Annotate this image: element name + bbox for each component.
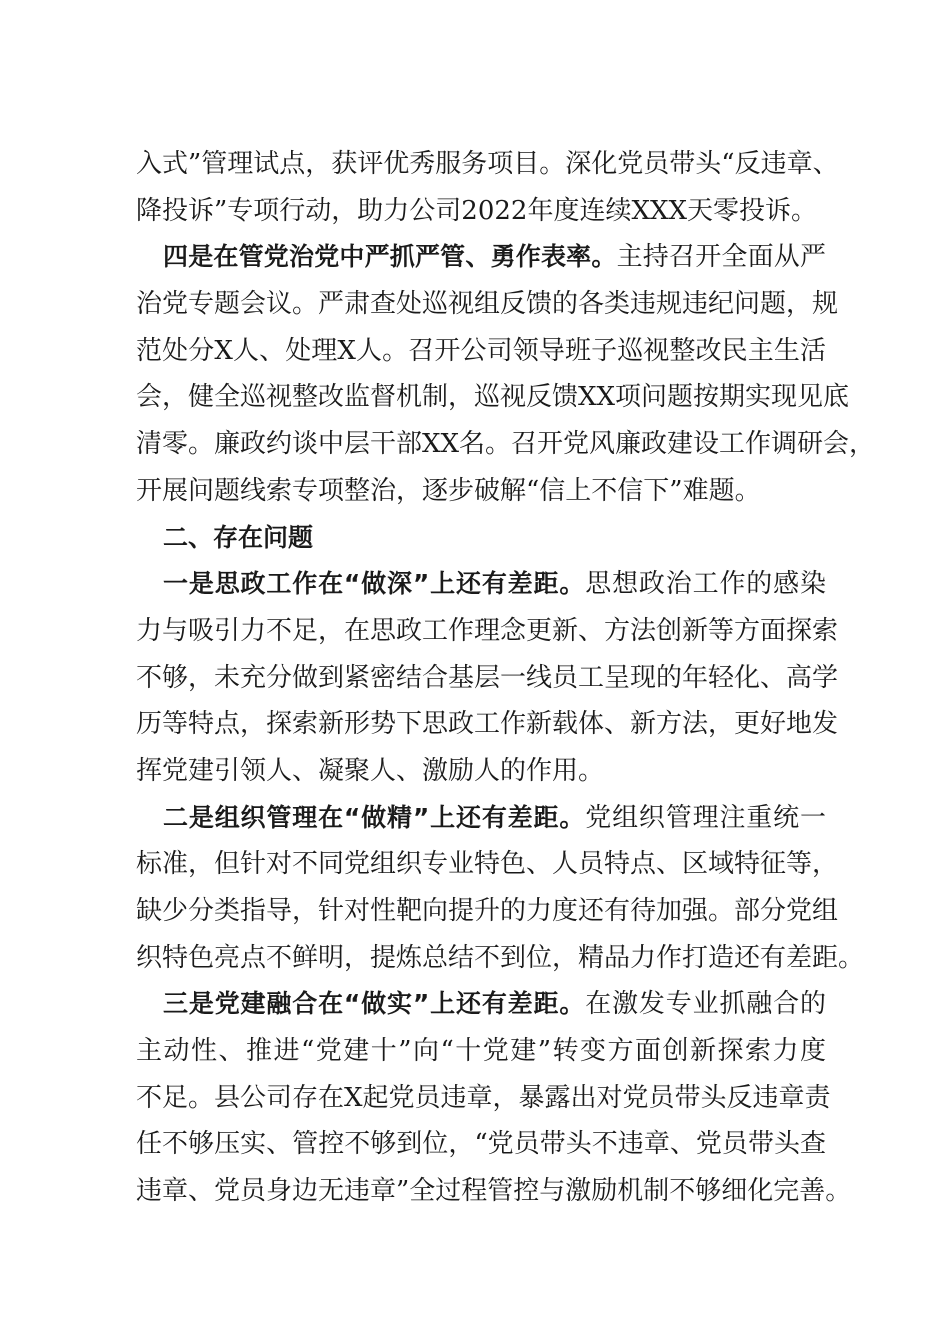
problem-three-line-3: 不足。县公司存在X起党员违章，暴露出对党员带头反违章责 (136, 1082, 831, 1113)
para-four-line-4: 会，健全巡视整改监督机制，巡视反馈XX项问题按期实现见底 (136, 382, 850, 413)
problem-one-line-5: 挥党建引领人、凝聚人、激励人的作用。 (136, 755, 605, 786)
para-four-line-1 (136, 234, 826, 281)
para-four-first-line-rest: 主持召开全面从严 (616, 242, 826, 273)
problem-two-line-1 (136, 795, 826, 842)
continuation-line-2: 降投诉”专项行动，助力公司2022年度连续XXX天零投诉。 (136, 195, 817, 226)
problem-one-line-1 (136, 561, 826, 608)
problem-three-line-4: 任不够压实、管控不够到位，“党员带头不违章、党员带头查 (136, 1129, 826, 1160)
document-page (136, 141, 876, 1215)
continuation-line-1: 入式”管理试点，获评优秀服务项目。深化党员带头“反违章、 (136, 149, 839, 179)
problem-three-first-line-rest: 在激发专业抓融合的 (585, 989, 826, 1020)
problem-one-line-2: 力与吸引力不足，在思政工作理念更新、方法创新等方面探索 (136, 615, 839, 646)
para-four-line-2: 治党专题会议。严肃查处巡视组反馈的各类违规违纪问题，规 (136, 289, 839, 320)
problem-one-lead: 一是思政工作在“做深”上还有差距。 (163, 569, 586, 599)
para-four-lead: 四是在管党治党中严抓严管、勇作表率。 (163, 242, 617, 272)
section-heading (136, 515, 826, 562)
problem-one-line-4: 历等特点，探索新形势下思政工作新载体、新方法，更好地发 (136, 709, 839, 740)
section-heading-text: 二、存在问题 (163, 522, 314, 552)
problem-two-line-4: 织特色亮点不鲜明，提炼总结不到位，精品力作打造还有差距。 (136, 942, 865, 973)
problem-two-line-3: 缺少分类指导，针对性靶向提升的力度还有待加强。部分党组 (136, 896, 839, 926)
problem-three-lead: 三是党建融合在“做实”上还有差距。 (163, 989, 586, 1019)
problem-three-line-5: 违章、党员身边无违章”全过程管控与激励机制不够细化完善。 (136, 1176, 852, 1207)
problem-three-line-2: 主动性、推进“党建十”向“十党建”转变方面创新探索力度 (136, 1036, 826, 1067)
problem-one-first-line-rest: 思想政治工作的感染 (585, 569, 826, 600)
problem-three-line-1 (136, 981, 826, 1028)
problem-one-line-3: 不够，未充分做到紧密结合基层一线员工呈现的年轻化、高学 (136, 662, 839, 693)
para-four-line-3: 范处分X人、处理X人。召开公司领导班子巡视整改民主生活 (136, 335, 826, 366)
problem-two-line-2: 标准，但针对不同党组织专业特色、人员特点、区域特征等， (136, 849, 839, 880)
para-four-line-5: 清零。廉政约谈中层干部XX名。召开党风廉政建设工作调研会， (136, 429, 876, 460)
para-four-line-6: 开展问题线索专项整治，逐步破解“信上不信下”难题。 (136, 475, 761, 506)
problem-two-first-line-rest: 党组织管理注重统一 (585, 802, 826, 833)
problem-two-lead: 二是组织管理在“做精”上还有差距。 (163, 802, 586, 832)
